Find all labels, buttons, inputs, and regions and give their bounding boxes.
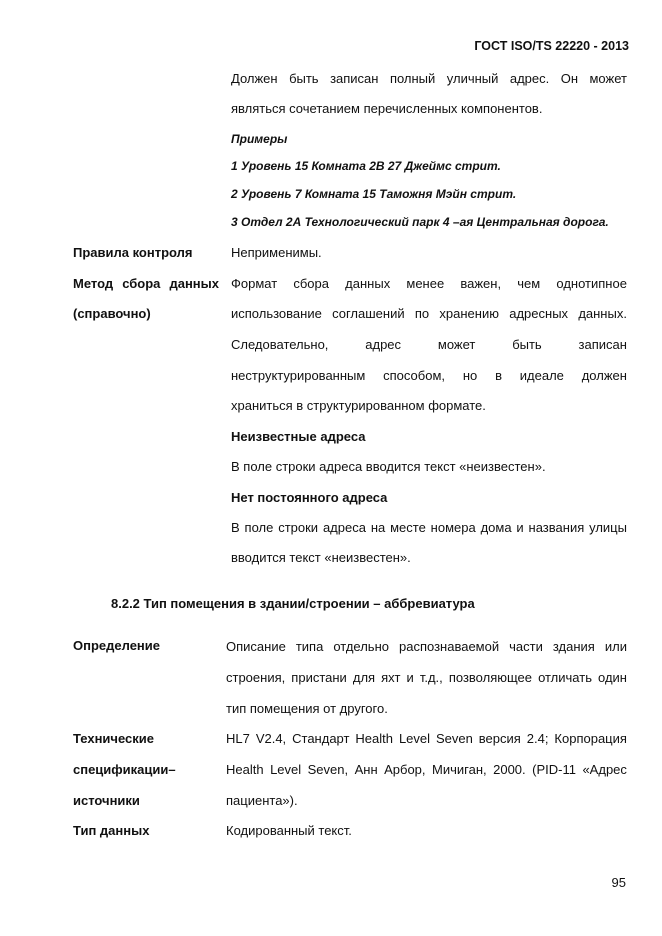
section-title: 8.2.2 Тип помещения в здании/строении – аббревиатура xyxy=(111,596,475,611)
word: здания xyxy=(552,639,595,654)
word: типа xyxy=(295,639,324,654)
example-item: 2 Уровень 7 Комната 15 Таможня Мэйн стрит. xyxy=(231,187,517,201)
word: записан xyxy=(330,71,379,86)
word: HL7 xyxy=(226,731,250,746)
word: уличный xyxy=(446,71,499,86)
word: сбора xyxy=(122,276,161,291)
body-line xyxy=(231,520,627,535)
examples-heading: Примеры xyxy=(231,132,288,146)
word: Описание xyxy=(226,639,286,654)
body-line: вводится текст «неизвестен». xyxy=(231,550,411,565)
subheading-unknown: Неизвестные адреса xyxy=(231,429,366,444)
word: в xyxy=(495,368,502,383)
word: записан xyxy=(578,337,627,352)
word: на xyxy=(370,520,386,535)
word: и xyxy=(406,670,414,685)
word: Seven xyxy=(435,731,473,746)
word: может xyxy=(589,71,627,86)
field-label-validation: Правила контроля xyxy=(73,245,193,260)
word: яхт xyxy=(381,670,401,685)
word: может xyxy=(437,337,476,352)
field-value-validation: Неприменимы. xyxy=(231,245,322,260)
word: пристани xyxy=(291,670,347,685)
word: соглашений xyxy=(332,306,405,321)
body-line xyxy=(231,368,627,383)
word: Health xyxy=(226,762,264,777)
word: части xyxy=(509,639,543,654)
word: адреса xyxy=(322,520,366,535)
body-line xyxy=(231,71,627,86)
body-line: тип помещения от другого. xyxy=(226,701,388,716)
word: Level xyxy=(270,762,302,777)
word: использование xyxy=(231,306,322,321)
word: для xyxy=(352,670,376,685)
body-line xyxy=(231,306,627,321)
word: Арбор, xyxy=(384,762,426,777)
word: идеале xyxy=(519,368,564,383)
field-value-datatype: Кодированный текст. xyxy=(226,823,352,838)
field-label-collection-note: (справочно) xyxy=(73,306,151,321)
word: Level xyxy=(398,731,431,746)
word: данных xyxy=(345,276,391,291)
body-line xyxy=(226,670,627,685)
word: строки xyxy=(278,520,319,535)
word: важен, xyxy=(460,276,502,291)
subheading-nofixed: Нет постоянного адреса xyxy=(231,490,388,505)
word: Анн xyxy=(354,762,378,777)
word: хранению xyxy=(439,306,499,321)
word: быть xyxy=(289,71,319,86)
word: позволяющее xyxy=(448,670,533,685)
word: номера xyxy=(430,520,476,535)
word: и xyxy=(516,520,524,535)
word: названия xyxy=(528,520,585,535)
word: В xyxy=(231,520,240,535)
word: данных xyxy=(169,276,219,291)
field-label-techspec: спецификации– xyxy=(73,762,176,777)
body-line: В поле строки адреса вводится текст «неизвестен». xyxy=(231,459,546,474)
word: однотипное xyxy=(556,276,627,291)
field-label-definition: Определение xyxy=(73,638,161,653)
word: чем xyxy=(517,276,541,291)
word: версия xyxy=(478,731,521,746)
word: один xyxy=(598,670,627,685)
body-line xyxy=(231,337,627,352)
field-label-techspec: Технические xyxy=(73,731,154,746)
word: строения, xyxy=(226,670,286,685)
word: полный xyxy=(389,71,436,86)
word: Health xyxy=(355,731,393,746)
word: «Адрес xyxy=(582,762,627,777)
word: быть xyxy=(512,337,542,352)
body-line xyxy=(226,639,627,654)
body-line: храниться в структурированном формате. xyxy=(231,398,486,413)
word: 2000. xyxy=(493,762,526,777)
word: данных. xyxy=(578,306,627,321)
word: Корпорация xyxy=(554,731,627,746)
word: Должен xyxy=(231,71,278,86)
word: V2.4, xyxy=(255,731,287,746)
word: поле xyxy=(244,520,274,535)
example-item: 3 Отдел 2А Технологический парк 4 –ая Центральная дорога. xyxy=(231,215,609,229)
word: способом, xyxy=(383,368,446,383)
word: дома xyxy=(480,520,512,535)
field-label-techspec: источники xyxy=(73,793,140,808)
word: месте xyxy=(390,520,426,535)
word: отличать xyxy=(538,670,592,685)
word: должен xyxy=(581,368,627,383)
body-line: пациента»). xyxy=(226,793,298,808)
field-label-collection xyxy=(73,276,219,291)
word: Мичиган, xyxy=(432,762,487,777)
document-header: ГОСТ ISO/TS 22220 - 2013 xyxy=(474,39,629,53)
word: Следовательно, xyxy=(231,337,329,352)
word: улицы xyxy=(589,520,627,535)
word: распознаваемой xyxy=(399,639,500,654)
word: (PID-11 xyxy=(532,762,576,777)
word: неструктурированным xyxy=(231,368,366,383)
word: адресных xyxy=(509,306,569,321)
body-line xyxy=(226,731,627,746)
word: Стандарт xyxy=(292,731,350,746)
example-item: 1 Уровень 15 Комната 2B 27 Джеймс стрит. xyxy=(231,159,501,173)
page-number: 95 xyxy=(611,875,626,890)
word: Seven, xyxy=(307,762,349,777)
word: сбора xyxy=(293,276,329,291)
word: или xyxy=(604,639,627,654)
word: отдельно xyxy=(333,639,389,654)
word: адрес xyxy=(365,337,402,352)
word: Он xyxy=(560,71,579,86)
body-line: являться сочетанием перечисленных компонентов. xyxy=(231,101,543,116)
word: т.д., xyxy=(419,670,443,685)
word: 2.4; xyxy=(526,731,549,746)
word: Формат xyxy=(231,276,278,291)
body-line xyxy=(226,762,627,777)
word: Метод xyxy=(73,276,114,291)
word: но xyxy=(462,368,478,383)
body-line xyxy=(231,276,627,291)
word: менее xyxy=(406,276,445,291)
word: по xyxy=(414,306,430,321)
word: адрес. xyxy=(509,71,550,86)
field-label-datatype: Тип данных xyxy=(73,823,150,838)
